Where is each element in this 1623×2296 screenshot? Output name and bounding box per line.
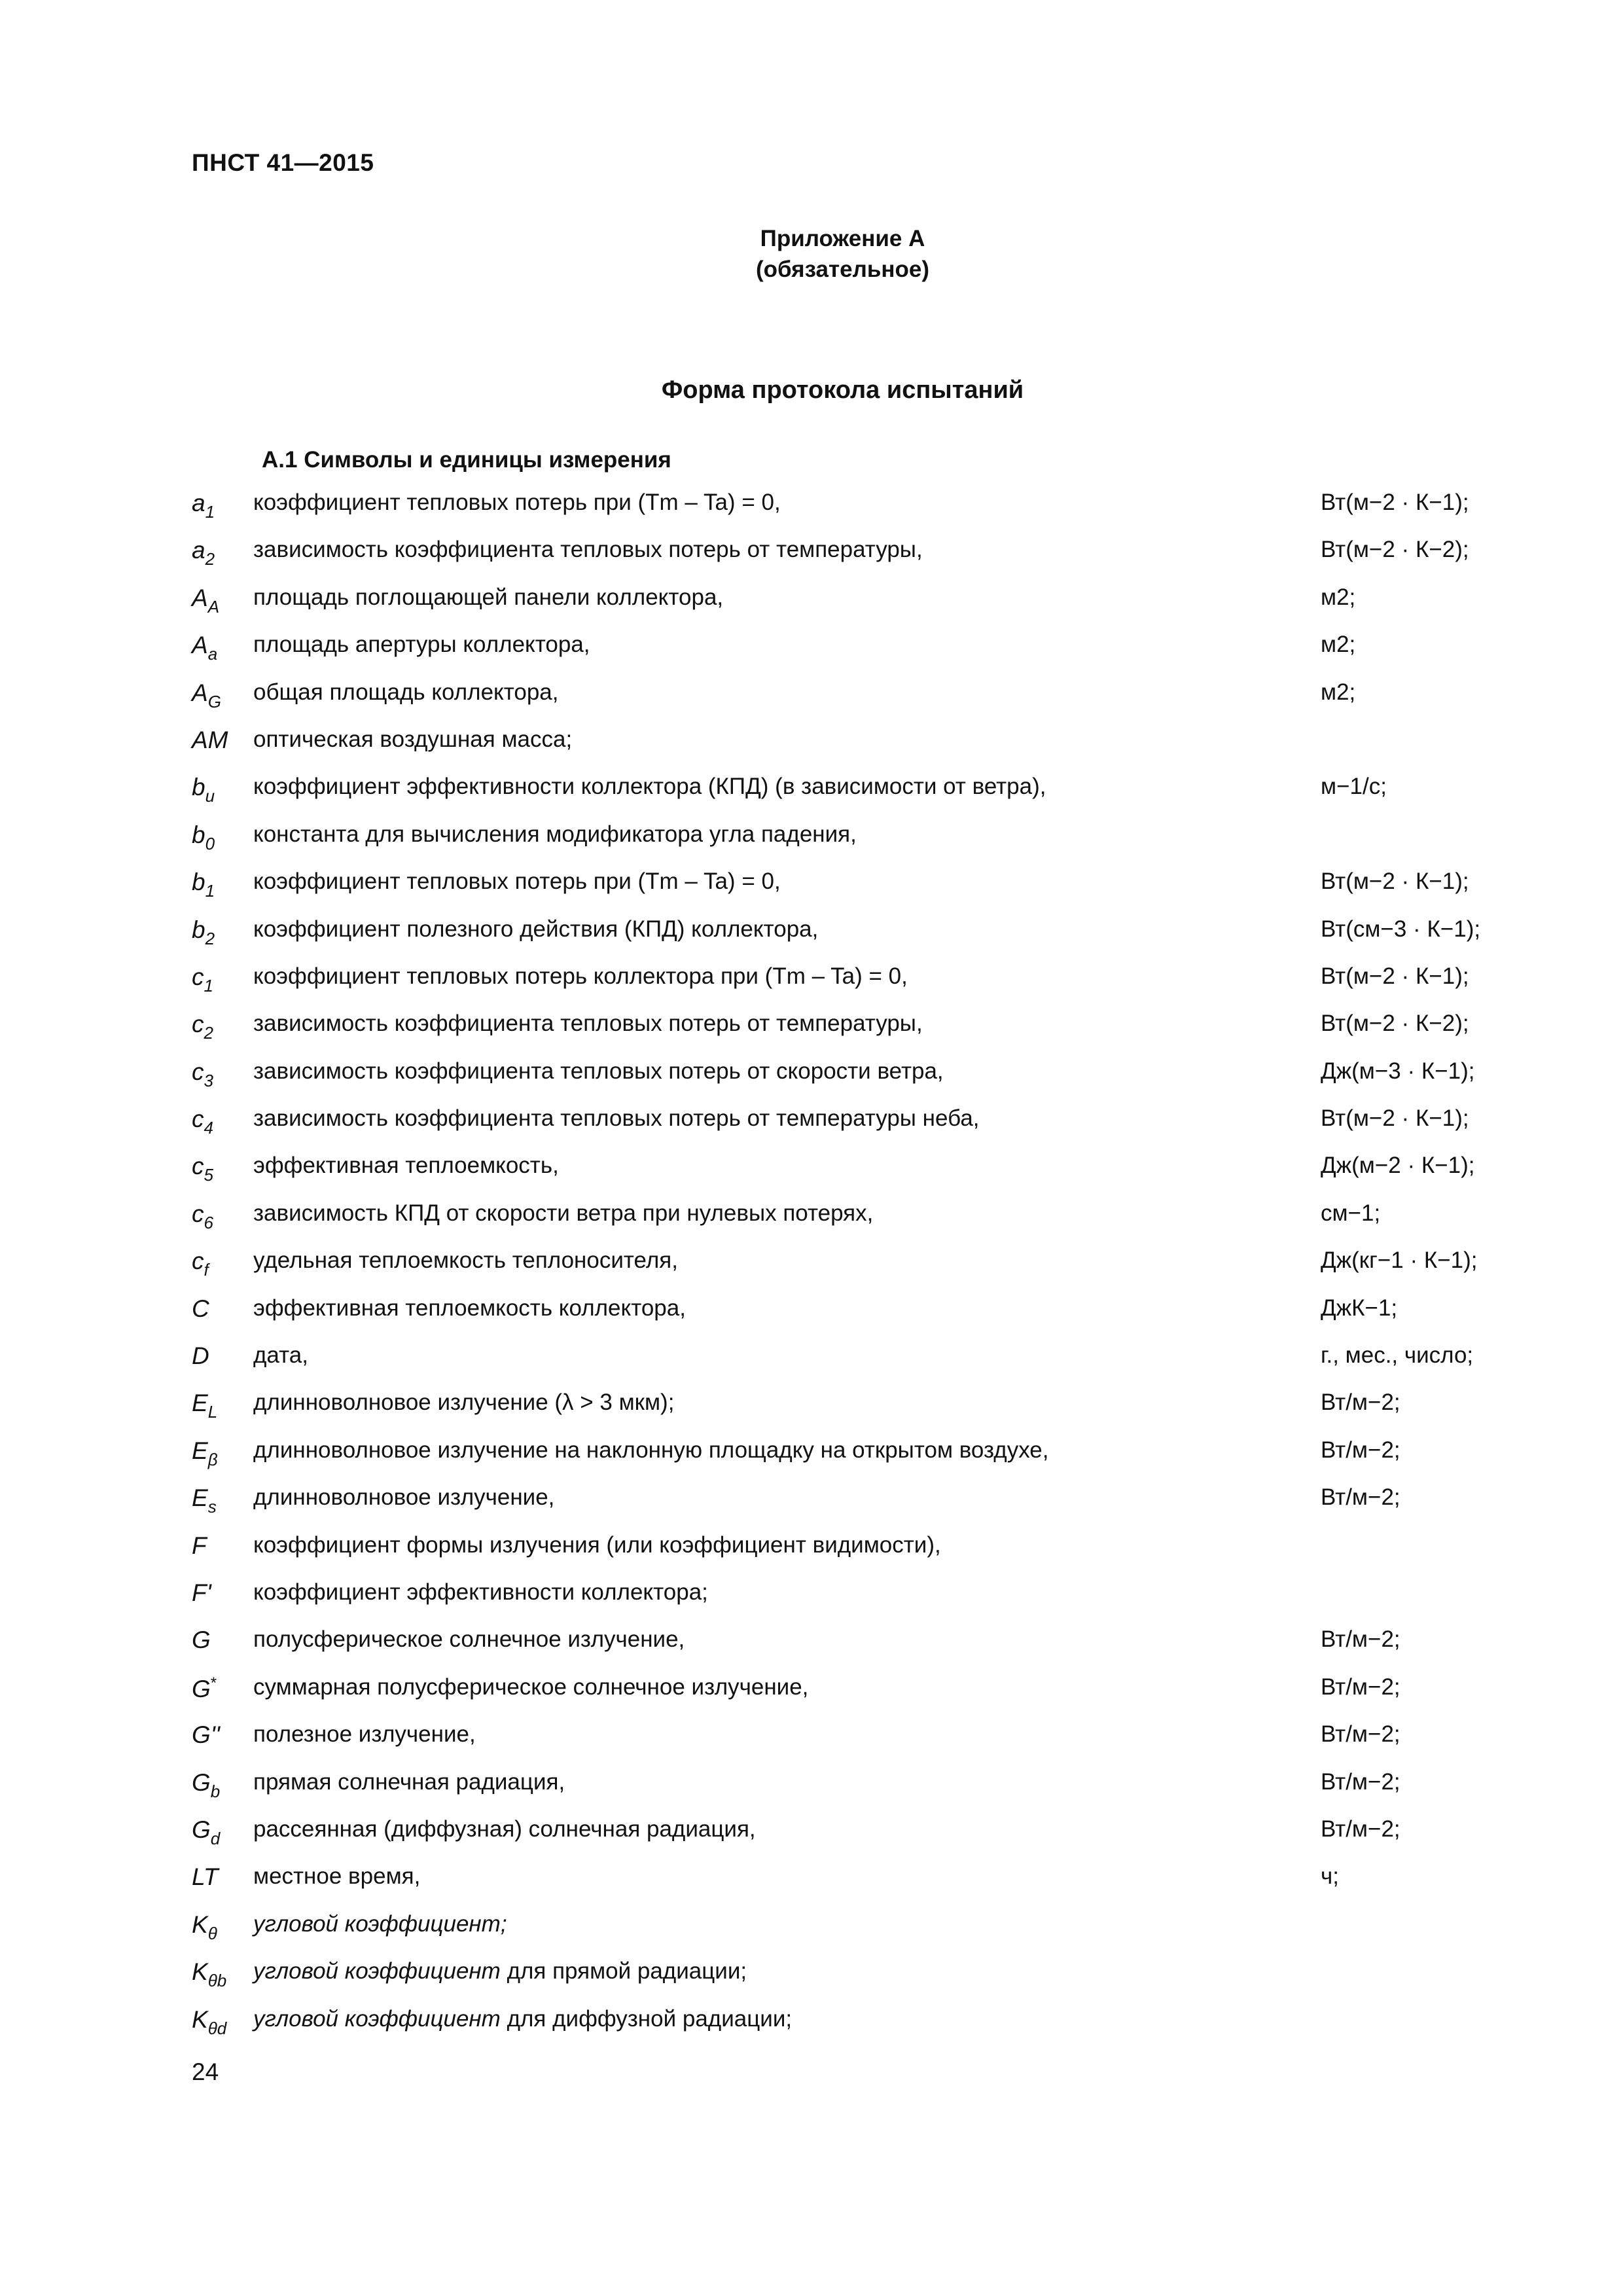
symbol-row xyxy=(0,821,1623,869)
symbol xyxy=(192,1437,218,1470)
symbol xyxy=(192,1958,226,1991)
symbol-unit: м−1/с; xyxy=(1321,774,1387,800)
symbol-description: полусферическое солнечное излучение, xyxy=(253,1626,685,1653)
symbols-list xyxy=(0,490,1623,2053)
symbol-base: b xyxy=(192,869,205,896)
symbol-base: G xyxy=(192,1768,211,1796)
symbol-unit: Дж(м−3 · К−1); xyxy=(1321,1058,1475,1084)
symbol-unit: м2; xyxy=(1321,584,1356,610)
symbol xyxy=(192,632,217,664)
symbol-row xyxy=(0,2006,1623,2053)
section-heading: А.1 Символы и единицы измерения xyxy=(262,447,671,473)
symbol-unit: ч; xyxy=(1321,1863,1339,1890)
symbol-unit: м2; xyxy=(1321,632,1356,658)
symbol-row xyxy=(0,1958,1623,2005)
symbol-base: K xyxy=(192,2005,208,2033)
symbol-base: A xyxy=(192,632,208,659)
symbol-base: c xyxy=(192,1105,204,1133)
symbol xyxy=(192,774,215,806)
symbol-unit: Вт/м−2; xyxy=(1321,1390,1400,1416)
symbol xyxy=(192,1342,209,1370)
symbol-unit: Вт(м−2 · К−1); xyxy=(1321,490,1469,515)
symbol-unit: Вт/м−2; xyxy=(1321,1721,1400,1748)
symbol-description: длинноволновое излучение, xyxy=(253,1484,555,1511)
symbol-description: коэффициент тепловых потерь коллектора при (Tm – Ta) = 0, xyxy=(253,963,908,989)
symbol-description: угловой коэффициент; xyxy=(253,1910,507,1937)
description-rest: для прямой радиации; xyxy=(500,1958,747,1984)
symbol-subscript: θd xyxy=(207,2018,227,2038)
symbol xyxy=(192,1058,213,1091)
symbol-description: площадь апертуры коллектора, xyxy=(253,632,590,658)
symbol-base: LT xyxy=(192,1863,219,1891)
symbol-base: c xyxy=(192,1153,204,1180)
symbol xyxy=(192,1105,213,1138)
symbol-base: c xyxy=(192,1200,204,1227)
symbol-subscript: θb xyxy=(207,1971,227,1991)
symbol-description: зависимость КПД от скорости ветра при нулевых потерях, xyxy=(253,1200,874,1226)
symbol xyxy=(192,1579,211,1607)
symbol-subscript: s xyxy=(207,1497,217,1517)
page-number: 24 xyxy=(192,2058,219,2085)
symbol-description: коэффициент тепловых потерь при (Tm – Ta) = 0, xyxy=(253,490,781,515)
symbol-base: E xyxy=(192,1484,208,1512)
symbol-subscript: θ xyxy=(207,1923,217,1943)
symbol-row xyxy=(0,1105,1623,1153)
symbol-base: E xyxy=(192,1437,208,1464)
symbol-base: G'' xyxy=(192,1721,220,1749)
document-code: ПНСТ 41—2015 xyxy=(192,149,374,176)
symbol-base: c xyxy=(192,1058,204,1085)
symbol-row xyxy=(0,916,1623,963)
symbol-base: A xyxy=(192,679,208,706)
symbol xyxy=(192,963,213,996)
symbol-row xyxy=(0,632,1623,679)
symbol xyxy=(192,916,215,949)
description-rest: для диффузной радиации; xyxy=(500,2005,793,2032)
symbol xyxy=(192,1247,209,1280)
symbol-unit: Вт(м−2 · К−1); xyxy=(1321,869,1469,895)
appendix-label: Приложение А xyxy=(760,226,925,251)
symbol xyxy=(192,537,215,569)
symbol-base: E xyxy=(192,1390,208,1417)
symbol xyxy=(192,2006,226,2039)
symbol-subscript: f xyxy=(204,1260,209,1280)
symbol-unit: Вт/м−2; xyxy=(1321,1768,1400,1795)
symbol-row xyxy=(0,679,1623,726)
symbol-description: прямая солнечная радиация, xyxy=(253,1768,565,1795)
symbol-base: F xyxy=(192,1532,207,1559)
symbol-description: коэффициент полезного действия (КПД) коллектора, xyxy=(253,916,819,942)
symbol-base: K xyxy=(192,1910,208,1938)
symbol xyxy=(192,726,228,754)
symbol-row xyxy=(0,1058,1623,1105)
symbol xyxy=(192,490,215,522)
symbol xyxy=(192,1863,218,1891)
symbol-unit: Дж(м−2 · К−1); xyxy=(1321,1153,1475,1179)
symbol-description: местное время, xyxy=(253,1863,421,1890)
symbol-row xyxy=(0,1200,1623,1247)
symbol xyxy=(192,1532,207,1560)
symbol-base: b xyxy=(192,916,205,943)
symbol xyxy=(192,1816,220,1849)
symbol-row xyxy=(0,1153,1623,1200)
symbol xyxy=(192,1626,211,1654)
symbol-base: c xyxy=(192,1247,204,1275)
symbol xyxy=(192,1295,209,1323)
symbol-subscript: 2 xyxy=(205,549,215,569)
symbol-row xyxy=(0,490,1623,537)
symbol-description: полезное излучение, xyxy=(253,1721,476,1748)
appendix-status: (обязательное) xyxy=(755,257,929,282)
symbol-base: K xyxy=(192,1958,208,1986)
symbol-row xyxy=(0,1863,1623,1910)
symbol-row xyxy=(0,1011,1623,1058)
symbol xyxy=(192,1011,213,1043)
symbol-row xyxy=(0,1295,1623,1342)
symbol-row xyxy=(0,869,1623,916)
symbol-subscript: 4 xyxy=(204,1118,213,1138)
symbol-unit: г., мес., число; xyxy=(1321,1342,1474,1369)
symbol-base: C xyxy=(192,1295,209,1322)
symbol-row xyxy=(0,1247,1623,1295)
symbol-base: A xyxy=(192,584,208,611)
symbol-base: G xyxy=(192,1816,211,1843)
symbol-row xyxy=(0,584,1623,632)
symbol-subscript: 5 xyxy=(204,1165,213,1185)
symbol-row xyxy=(0,774,1623,821)
symbol-subscript: A xyxy=(207,596,220,617)
description-italic: угловой коэффициент xyxy=(253,2005,501,2032)
symbol-unit: Вт/м−2; xyxy=(1321,1674,1400,1700)
symbol-unit: Вт(м−2 · К−2); xyxy=(1321,537,1469,563)
symbol-base: G xyxy=(192,1675,211,1702)
symbol xyxy=(192,679,221,712)
symbol-base: AM xyxy=(192,726,228,753)
symbol-base: b xyxy=(192,821,205,848)
symbol-subscript: 2 xyxy=(205,928,215,948)
symbol-base: D xyxy=(192,1342,209,1370)
symbol-unit: Вт/м−2; xyxy=(1321,1484,1400,1511)
symbol-subscript: 3 xyxy=(204,1070,213,1090)
symbol-unit: Вт(м−2 · К−1); xyxy=(1321,963,1469,989)
symbol-unit: см−1; xyxy=(1321,1200,1381,1226)
symbol-base: b xyxy=(192,774,205,801)
symbol-row xyxy=(0,1721,1623,1768)
symbol-description: зависимость коэффициента тепловых потерь от температуры, xyxy=(253,537,923,563)
symbol xyxy=(192,1390,217,1422)
symbol-description: зависимость коэффициента тепловых потерь от температуры, xyxy=(253,1011,923,1037)
symbol-description: эффективная теплоемкость, xyxy=(253,1153,559,1179)
symbol xyxy=(192,584,219,617)
symbol-base: c xyxy=(192,1011,204,1038)
symbol-unit: Вт/м−2; xyxy=(1321,1437,1400,1463)
symbol-base: a xyxy=(192,537,205,564)
symbol-unit: Вт/м−2; xyxy=(1321,1626,1400,1653)
symbol-subscript: 2 xyxy=(204,1023,213,1043)
symbol-description xyxy=(253,1958,747,1984)
symbol-subscript: d xyxy=(210,1828,221,1848)
symbol-unit: Вт(м−2 · К−2); xyxy=(1321,1011,1469,1037)
symbol-description: общая площадь коллектора, xyxy=(253,679,559,705)
symbol-base: G xyxy=(192,1626,211,1654)
symbol xyxy=(192,1721,220,1749)
symbol-subscript: u xyxy=(205,786,215,806)
symbol-row xyxy=(0,726,1623,774)
symbol-description: коэффициент эффективности коллектора; xyxy=(253,1579,708,1605)
symbol-description: зависимость коэффициента тепловых потерь от скорости ветра, xyxy=(253,1058,944,1084)
symbol-unit: Дж(кг−1 · К−1); xyxy=(1321,1247,1478,1274)
symbol-row xyxy=(0,1911,1623,1958)
symbol-description: длинноволновое излучение (λ > 3 мкм); xyxy=(253,1390,675,1416)
symbol-description: коэффициент эффективности коллектора (КПД) (в зависимости от ветра), xyxy=(253,774,1046,800)
symbol-description: дата, xyxy=(253,1342,308,1369)
symbol-subscript: β xyxy=(207,1449,218,1469)
symbol-base: a xyxy=(192,490,205,516)
symbol-subscript: 0 xyxy=(205,833,215,853)
symbol-row xyxy=(0,1532,1623,1579)
symbol-description: рассеянная (диффузная) солнечная радиация, xyxy=(253,1816,756,1842)
symbol-row xyxy=(0,1484,1623,1532)
symbol-row xyxy=(0,1342,1623,1390)
symbol-row xyxy=(0,1674,1623,1721)
symbol-row xyxy=(0,1626,1623,1674)
form-title: Форма протокола испытаний xyxy=(661,376,1024,404)
symbol-description: оптическая воздушная масса; xyxy=(253,726,573,752)
symbol xyxy=(192,1911,217,1944)
symbol-base: c xyxy=(192,963,204,990)
symbol-description xyxy=(253,2006,792,2032)
symbol xyxy=(192,1484,217,1517)
symbol-subscript: L xyxy=(207,1402,218,1422)
symbol-row xyxy=(0,1579,1623,1626)
symbol xyxy=(192,1200,213,1233)
symbol-row xyxy=(0,963,1623,1011)
symbol-description: удельная теплоемкость теплоносителя, xyxy=(253,1247,678,1274)
symbol-subscript: G xyxy=(207,691,221,711)
symbol-row xyxy=(0,1437,1623,1484)
symbol-description: коэффициент формы излучения (или коэффициент видимости), xyxy=(253,1532,941,1558)
symbol-subscript: 1 xyxy=(205,881,215,901)
symbol xyxy=(192,1674,217,1703)
symbol-unit: ДжК−1; xyxy=(1321,1295,1398,1321)
symbol-description: константа для вычисления модификатора угла падения, xyxy=(253,821,857,847)
symbol xyxy=(192,821,215,854)
symbol-subscript: 6 xyxy=(204,1212,213,1232)
symbol-unit: Вт(м−2 · К−1); xyxy=(1321,1105,1469,1132)
symbol-subscript: a xyxy=(207,644,218,664)
symbol-unit: Вт/м−2; xyxy=(1321,1816,1400,1842)
symbol-description: коэффициент тепловых потерь при (Tm – Ta) = 0, xyxy=(253,869,781,895)
symbol-description: площадь поглощающей панели коллектора, xyxy=(253,584,724,610)
symbol-description: суммарная полусферическое солнечное излучение, xyxy=(253,1674,809,1700)
symbol-row xyxy=(0,1816,1623,1863)
symbol-superscript: * xyxy=(210,1674,217,1692)
symbol-description: длинноволновое излучение на наклонную площадку на открытом воздухе, xyxy=(253,1437,1049,1463)
symbol-description: зависимость коэффициента тепловых потерь от температуры неба, xyxy=(253,1105,980,1132)
symbol xyxy=(192,869,215,901)
symbol-unit: Вт(см−3 · К−1); xyxy=(1321,916,1481,942)
symbol-row xyxy=(0,1769,1623,1816)
symbol-row xyxy=(0,1390,1623,1437)
symbol-subscript: b xyxy=(210,1781,221,1801)
symbol-row xyxy=(0,537,1623,584)
symbol-unit: м2; xyxy=(1321,679,1356,705)
symbol-subscript: 1 xyxy=(205,502,215,522)
symbol-base: F' xyxy=(192,1579,211,1606)
symbol-subscript: 1 xyxy=(204,975,213,996)
symbol xyxy=(192,1153,213,1185)
symbol-description: эффективная теплоемкость коллектора, xyxy=(253,1295,686,1321)
description-italic: угловой коэффициент xyxy=(253,1958,501,1984)
symbol xyxy=(192,1769,220,1802)
